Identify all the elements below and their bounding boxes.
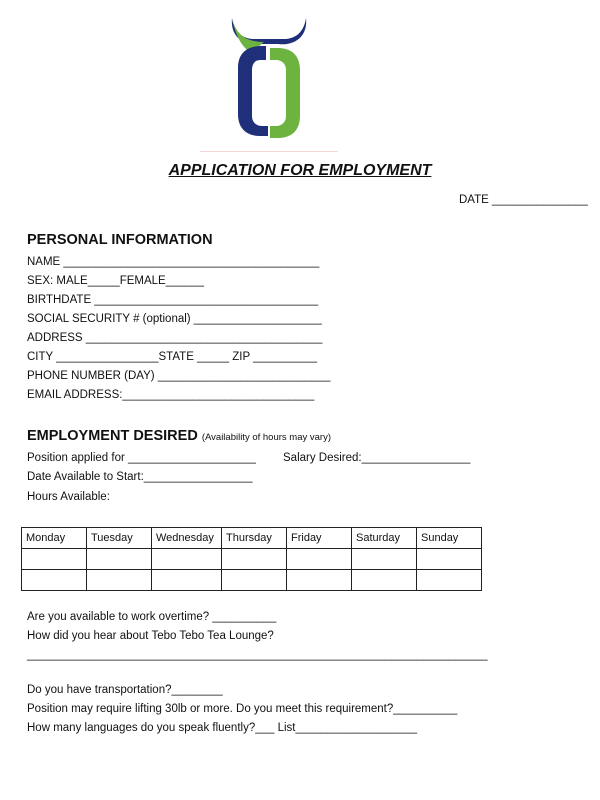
date-available-field[interactable]: Date Available to Start:_________________	[27, 471, 253, 483]
hours-available-label: Hours Available:	[27, 491, 110, 503]
day-header: Tuesday	[87, 528, 152, 549]
tea-leaf-logo-icon	[200, 8, 338, 152]
position-field[interactable]: Position applied for ____________________	[27, 452, 256, 464]
day-header: Saturday	[352, 528, 417, 549]
languages-question[interactable]: How many languages do you speak fluently?___ List___________________	[27, 722, 418, 734]
lifting-question[interactable]: Position may require lifting 30lb or more. Do you meet this requirement?__________	[27, 703, 458, 715]
day-header: Monday	[22, 528, 87, 549]
hours-cell[interactable]	[417, 570, 482, 591]
email-field[interactable]: EMAIL ADDRESS:______________________________	[27, 389, 315, 401]
address-field[interactable]: ADDRESS _____________________________________	[27, 332, 323, 344]
hours-cell[interactable]	[222, 570, 287, 591]
hours-cell[interactable]	[287, 549, 352, 570]
city-state-zip-field[interactable]: CITY ________________STATE _____ ZIP __________	[27, 351, 318, 363]
page-title: APPLICATION FOR EMPLOYMENT	[168, 162, 432, 179]
hours-cell[interactable]	[87, 570, 152, 591]
personal-info-heading: PERSONAL INFORMATION	[27, 232, 213, 248]
hours-cell[interactable]	[417, 549, 482, 570]
hear-about-question: How did you hear about Tebo Tebo Tea Lounge?	[27, 630, 274, 642]
sex-field[interactable]: SEX: MALE_____FEMALE______	[27, 275, 205, 287]
table-header-row	[22, 528, 482, 549]
hours-cell[interactable]	[22, 570, 87, 591]
day-header: Sunday	[417, 528, 482, 549]
availability-note: (Availability of hours may vary)	[201, 432, 332, 443]
table-row	[22, 549, 482, 570]
date-field[interactable]: DATE _______________	[459, 194, 588, 206]
transportation-question[interactable]: Do you have transportation?________	[27, 684, 223, 696]
hours-cell[interactable]	[352, 570, 417, 591]
hours-cell[interactable]	[22, 549, 87, 570]
employment-heading-text: EMPLOYMENT DESIRED	[27, 428, 198, 444]
birthdate-field[interactable]: BIRTHDATE ___________________________________	[27, 294, 319, 306]
logo	[200, 8, 338, 152]
table-row	[22, 570, 482, 591]
employment-desired-heading	[27, 428, 331, 444]
day-header: Thursday	[222, 528, 287, 549]
phone-field[interactable]: PHONE NUMBER (DAY) ___________________________	[27, 370, 331, 382]
ssn-field[interactable]: SOCIAL SECURITY # (optional) ____________________	[27, 313, 322, 325]
hear-about-answer-line[interactable]: ________________________________________________________________________	[27, 649, 488, 661]
hours-cell[interactable]	[152, 570, 222, 591]
overtime-question[interactable]: Are you available to work overtime? __________	[27, 611, 277, 623]
hours-cell[interactable]	[87, 549, 152, 570]
salary-field[interactable]: Salary Desired:_________________	[283, 452, 471, 464]
day-header: Friday	[287, 528, 352, 549]
hours-cell[interactable]	[152, 549, 222, 570]
hours-table	[21, 527, 482, 591]
hours-cell[interactable]	[352, 549, 417, 570]
hours-cell[interactable]	[222, 549, 287, 570]
name-field[interactable]: NAME ________________________________________	[27, 256, 320, 268]
day-header: Wednesday	[152, 528, 222, 549]
hours-cell[interactable]	[287, 570, 352, 591]
